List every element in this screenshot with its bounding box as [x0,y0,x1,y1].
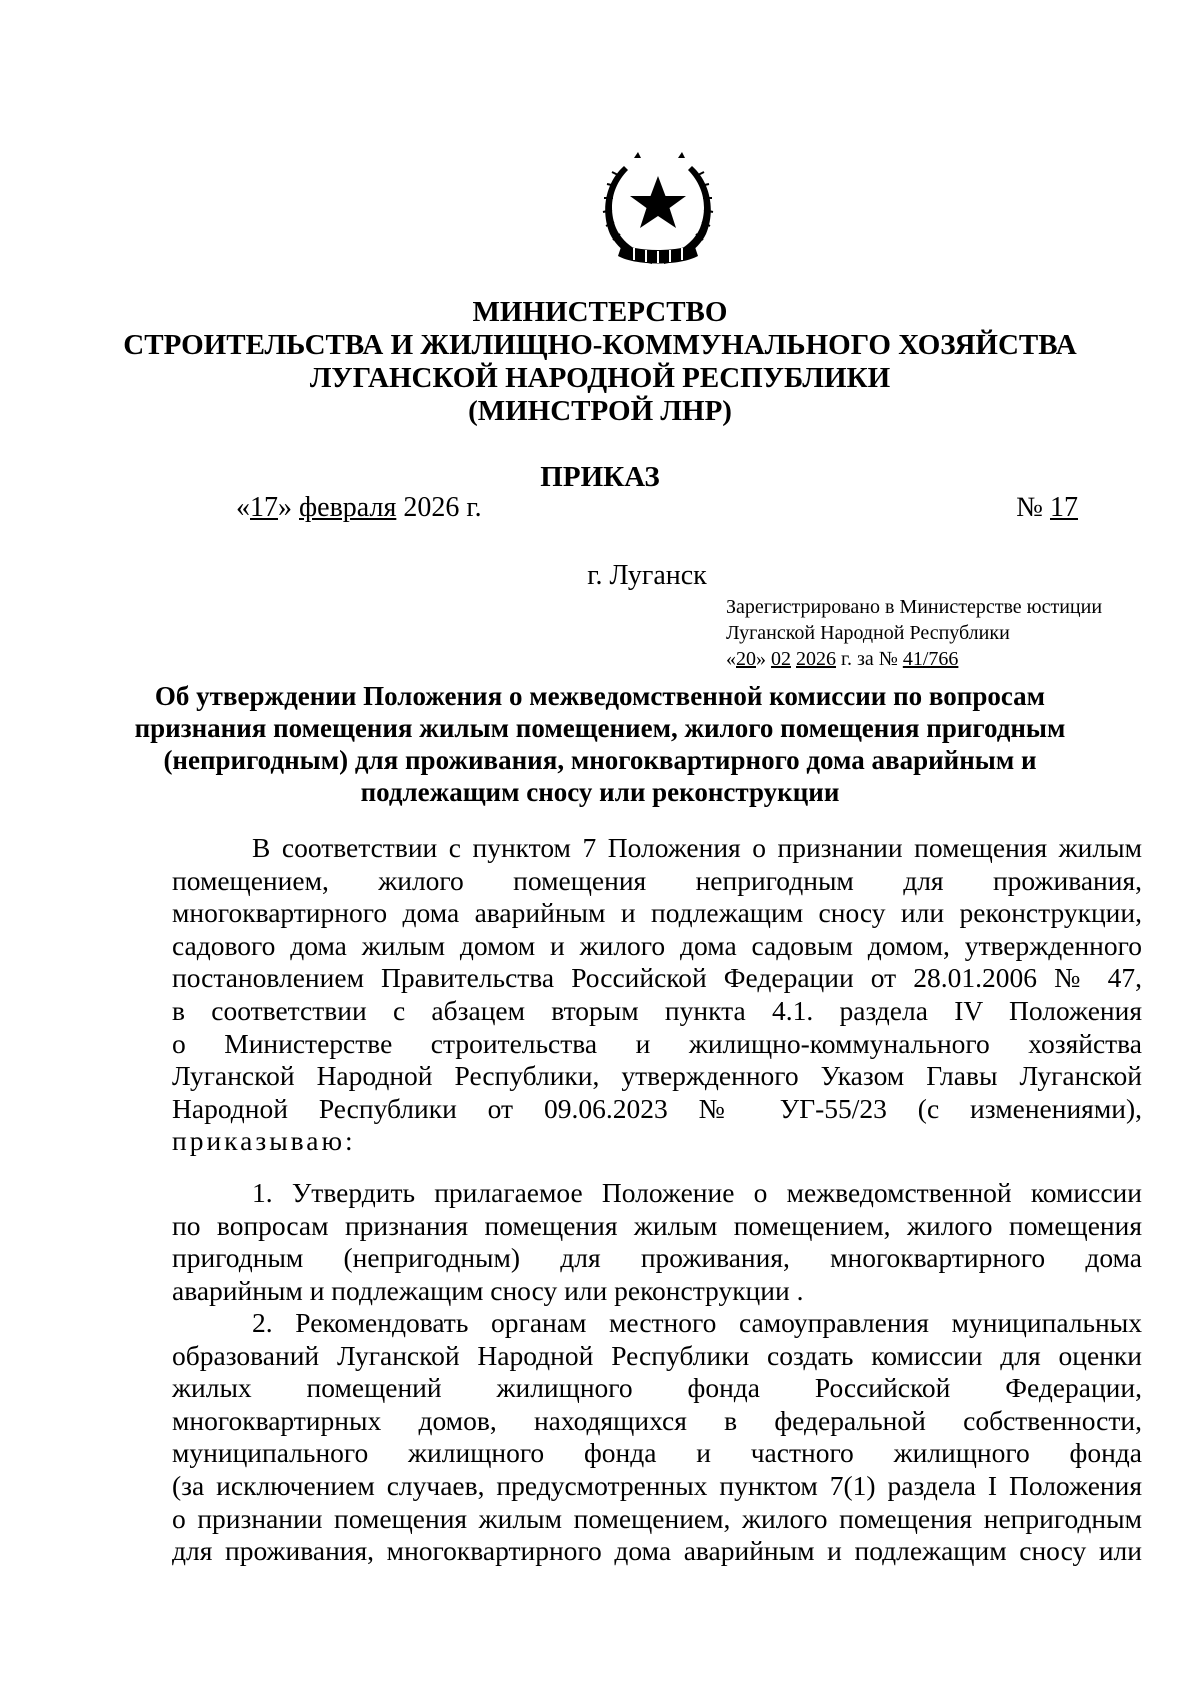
item-2-line: 2. Рекомендовать органам местного самоуправления муниципальных [252,1307,1142,1338]
item-2-line: для проживания, многоквартирного дома аварийным и подлежащим сносу или [172,1535,1142,1567]
registration-line-1: Зарегистрировано в Министерстве юстиции [726,596,1103,618]
registration-stamp [726,594,1102,672]
preamble-line: в соответствии с абзацем вторым пункта 4.1. раздела IV Положения [172,994,1142,1026]
subject-line-4: подлежащим сносу или реконструкции [360,777,840,807]
preamble-line: многоквартирного дома аварийным и подлежащим сносу или реконструкции, [172,897,1142,929]
reg-year: 2026 [796,648,836,670]
item-2-line: о признании помещения жилым помещением, жилого помещения непригодным [172,1502,1142,1534]
item-1-line: по вопросам признания помещения жилым помещением, жилого помещения [172,1209,1142,1241]
preamble-line: садового дома жилым домом и жилого дома садовым домом, утвержденного [172,929,1142,961]
reg-day: 20 [736,648,756,670]
ministry-line-4: (МИНСТРОЙ ЛНР) [468,395,732,427]
ministry-line-1: МИНИСТЕРСТВО [472,296,728,328]
item-1-line: 1. Утвердить прилагаемое Положение о межведомственной комиссии [252,1177,1142,1208]
ministry-heading [0,296,1200,428]
date-day: 17 [250,492,278,523]
date-open: « [236,492,250,523]
preamble-line: помещением, жилого помещения непригодным для проживания, [172,864,1142,896]
lnr-coat-of-arms-icon [594,148,722,270]
number-value: 17 [1050,492,1078,523]
order-title: ПРИКАЗ [540,461,660,493]
reg-open: « [726,648,736,670]
date-year: 2026 г. [396,492,482,523]
registration-line-3 [726,646,1102,672]
registration-line-2: Луганской Народной Республики [726,622,1010,644]
order-subject [0,680,1200,808]
reg-number: 41/766 [902,648,959,670]
item-2-line: многоквартирных домов, находящихся в федеральной собственности, [172,1404,1142,1436]
date-close: » [278,492,299,523]
preamble-line: Народной Республики от 09.06.2023 № УГ-55/23 (с изменениями), [172,1092,1142,1124]
subject-line-2: признания помещения жилым помещением, жилого помещения пригодным [134,713,1066,743]
reg-mid: г. за № [836,648,903,670]
item-2-line: жилых помещений жилищного фонда Российской Федерации, [172,1372,1142,1404]
item-2-line: муниципального жилищного фонда и частного жилищного фонда [172,1437,1142,1469]
subject-line-3: (непригодным) для проживания, многоквартирного дома аварийным и [163,745,1037,775]
order-date [236,492,482,524]
number-prefix: № [1016,492,1050,523]
subject-line-1: Об утверждении Положения о межведомственной комиссии по вопросам [154,681,1046,711]
reg-month: 02 [771,648,791,670]
order-number [1016,492,1078,524]
preamble-line: постановлением Правительства Российской Федерации от 28.01.2006 № 47, [172,962,1142,994]
ministry-line-3: ЛУГАНСКОЙ НАРОДНОЙ РЕСПУБЛИКИ [309,362,891,394]
item-2-paragraph [172,1307,1142,1568]
item-1-line: аварийным и подлежащим сносу или реконструкции . [172,1274,804,1306]
item-2-line: (за исключением случаев, предусмотренных пунктом 7(1) раздела I Положения [172,1469,1142,1501]
reg-close: » [756,648,771,670]
preamble-line: о Министерстве строительства и жилищно-коммунального хозяйства [172,1027,1142,1059]
item-1-line: пригодным (непригодным) для проживания, многоквартирного дома [172,1242,1142,1274]
item-1-paragraph [172,1177,1142,1307]
order-city: г. Луганск [587,560,707,591]
preamble-line-decree: приказываю: [172,1125,356,1157]
ministry-line-2: СТРОИТЕЛЬСТВА И ЖИЛИЩНО-КОММУНАЛЬНОГО ХОЗЯЙСТВА [123,329,1077,361]
item-2-line: образований Луганской Народной Республики создать комиссии для оценки [172,1339,1142,1371]
date-month: февраля [299,492,397,523]
preamble-line: В соответствии с пунктом 7 Положения о признании помещения жилым [252,832,1142,863]
preamble-line: Луганской Народной Республики, утвержденного Указом Главы Луганской [172,1060,1142,1092]
preamble-paragraph [172,832,1142,1158]
